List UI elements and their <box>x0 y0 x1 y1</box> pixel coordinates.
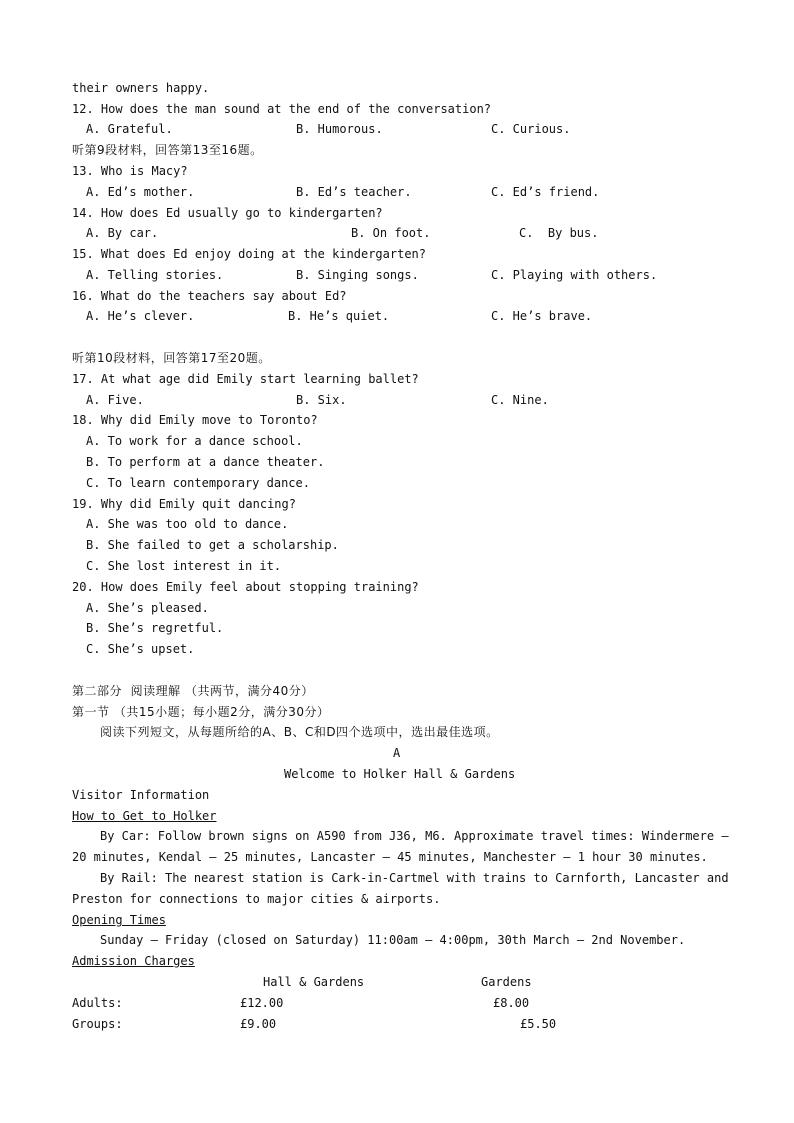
option-b: B. On foot. <box>351 226 431 240</box>
opening-times-text: Sunday — Friday (closed on Saturday) 11:00am — 4:00pm, 30th March — 2nd November. <box>100 933 686 947</box>
row-label-adults: Adults: <box>72 996 123 1010</box>
question-18: 18. Why did Emily move to Toronto? <box>72 413 318 427</box>
option-c: C. To learn contemporary dance. <box>86 476 310 490</box>
option-c: C. Curious. <box>491 122 571 136</box>
instructions: 阅读下列短文，从每题所给的A、B、C和D四个选项中，选出最佳选项。 <box>100 725 499 739</box>
option-a: A. She’s pleased. <box>86 601 209 615</box>
price-groups-hall-gardens: £9.00 <box>240 1017 277 1031</box>
option-a: A. By car. <box>86 226 159 240</box>
option-c: C. Nine. <box>491 393 549 407</box>
passage-label: A <box>393 746 401 760</box>
option-c: C. He’s brave. <box>491 309 593 323</box>
question-17: 17. At what age did Emily start learning ballet? <box>72 372 419 386</box>
admission-heading: Admission Charges <box>72 954 195 968</box>
table-header-hall-gardens: Hall & Gardens <box>263 975 365 989</box>
option-b: B. She’s regretful. <box>86 621 224 635</box>
question-20: 20. How does Emily feel about stopping training? <box>72 580 419 594</box>
section-heading: 听第9段材料，回答第13至16题。 <box>72 143 263 157</box>
option-a: A. Telling stories. <box>86 268 224 282</box>
visitor-info-heading: Visitor Information <box>72 788 210 802</box>
by-rail-text-cont: Preston for connections to major cities & airports. <box>72 892 441 906</box>
by-car-text: By Car: Follow brown signs on A590 from J36, M6. Approximate travel times: Windermere — <box>100 829 729 843</box>
option-b: B. He’s quiet. <box>288 309 390 323</box>
option-c: C. By bus. <box>519 226 599 240</box>
option-b: B. Ed’s teacher. <box>296 185 412 199</box>
price-adults-gardens: £8.00 <box>493 996 530 1010</box>
option-a: A. Ed’s mother. <box>86 185 195 199</box>
option-c: C. Playing with others. <box>491 268 658 282</box>
by-car-text-cont: 20 minutes, Kendal — 25 minutes, Lancaster — 45 minutes, Manchester — 1 hour 30 minutes. <box>72 850 708 864</box>
price-groups-gardens: £5.50 <box>520 1017 557 1031</box>
option-a: A. She was too old to dance. <box>86 517 289 531</box>
option-a: A. To work for a dance school. <box>86 434 303 448</box>
option-b: B. To perform at a dance theater. <box>86 455 325 469</box>
option-c: C. She lost interest in it. <box>86 559 282 573</box>
part-heading: 第二部分 阅读理解 （共两节，满分40分） <box>72 684 314 698</box>
option-c: C. Ed’s friend. <box>491 185 600 199</box>
option-a: A. Grateful. <box>86 122 173 136</box>
how-to-get-heading: How to Get to Holker <box>72 809 217 823</box>
by-rail-text: By Rail: The nearest station is Cark-in-Cartmel with trains to Carnforth, Lancaster and <box>100 871 729 885</box>
table-header-gardens: Gardens <box>481 975 532 989</box>
question-15: 15. What does Ed enjoy doing at the kindergarten? <box>72 247 427 261</box>
opening-times-heading: Opening Times <box>72 913 166 927</box>
option-a: A. He’s clever. <box>86 309 195 323</box>
price-adults-hall-gardens: £12.00 <box>240 996 284 1010</box>
passage-title: Welcome to Holker Hall & Gardens <box>284 767 516 781</box>
option-b: B. Six. <box>296 393 347 407</box>
section-heading: 听第10段材料，回答第17至20题。 <box>72 351 271 365</box>
question-19: 19. Why did Emily quit dancing? <box>72 497 296 511</box>
option-c: C. She’s upset. <box>86 642 195 656</box>
option-b: B. Singing songs. <box>296 268 419 282</box>
question-16: 16. What do the teachers say about Ed? <box>72 289 347 303</box>
row-label-groups: Groups: <box>72 1017 123 1031</box>
text-line: their owners happy. <box>72 81 210 95</box>
question-12: 12. How does the man sound at the end of the conversation? <box>72 102 492 116</box>
question-13: 13. Who is Macy? <box>72 164 188 178</box>
question-14: 14. How does Ed usually go to kindergarten? <box>72 206 383 220</box>
option-a: A. Five. <box>86 393 144 407</box>
option-b: B. She failed to get a scholarship. <box>86 538 339 552</box>
section-heading: 第一节 （共15小题；每小题2分，满分30分） <box>72 705 330 719</box>
option-b: B. Humorous. <box>296 122 383 136</box>
